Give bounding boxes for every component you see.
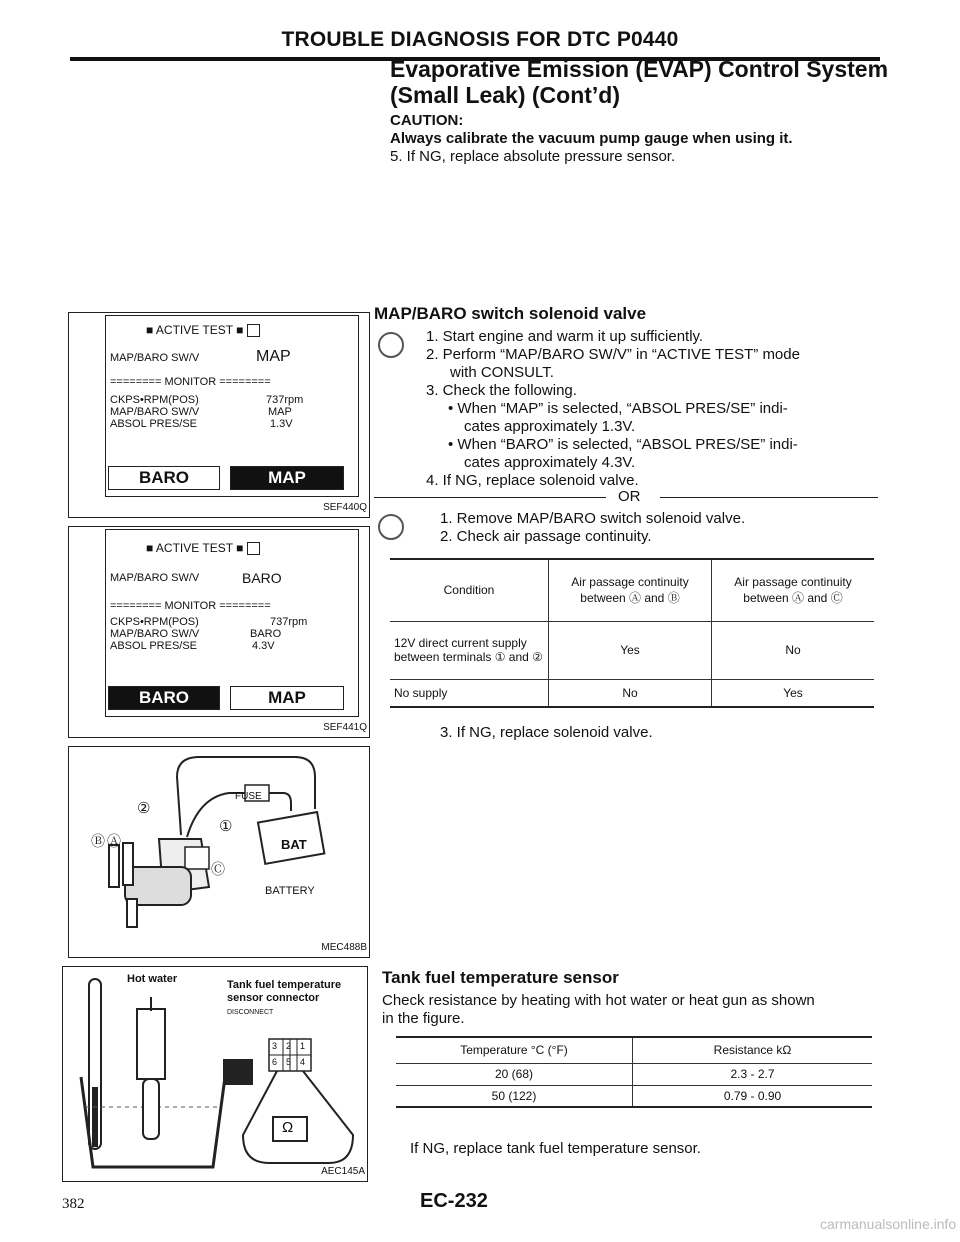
step-line: 3. Check the following.	[426, 382, 577, 399]
monitor-row: MAP/BARO SW/V	[110, 406, 200, 418]
figure-code: SEF440Q	[323, 502, 367, 513]
step-line: cates approximately 1.3V.	[464, 418, 636, 435]
solenoid-step-3: 3. If NG, replace solenoid valve.	[440, 724, 653, 741]
consult-screen	[105, 529, 359, 717]
map-button[interactable]: MAP	[230, 466, 344, 490]
table-cell: No supply	[394, 685, 448, 700]
monitor-line: ======== MONITOR ========	[110, 600, 271, 612]
table-cell: 20 (68)	[494, 1067, 534, 1081]
table-cell: 2.3 - 2.7	[633, 1063, 873, 1085]
consult-screen-baro-figure	[68, 526, 370, 738]
section-title	[390, 56, 888, 108]
monitor-row: ABSOL PRES/SE	[110, 418, 198, 430]
port-c-label: Ⓒ	[211, 861, 225, 877]
step-line: 2. Perform “MAP/BARO SW/V” in “ACTIVE TEST” mode	[426, 346, 800, 363]
monitor-line: ======== MONITOR ========	[110, 376, 271, 388]
consult-icon	[378, 332, 404, 358]
solenoid-table	[390, 558, 874, 708]
mode-label: MAP/BARO SW/V	[110, 572, 200, 584]
step-line: cates approximately 4.3V.	[464, 454, 636, 471]
table-header-row	[390, 559, 874, 621]
section-title-line1: Evaporative Emission (EVAP) Control System	[390, 56, 889, 82]
or-label: OR	[618, 488, 641, 505]
table-header: Air passage continuity between Ⓐ and Ⓒ	[712, 559, 875, 621]
solenoid-steps	[426, 328, 881, 490]
table-header-row	[396, 1037, 872, 1063]
watermark: carmanualsonline.info	[820, 1216, 957, 1232]
solenoid-wiring-figure	[68, 746, 370, 958]
table-row	[390, 679, 874, 707]
pin-number: 1	[300, 1041, 306, 1051]
tank-heading: Tank fuel temperature sensor	[382, 968, 619, 987]
terminal-2-label: ②	[137, 800, 151, 817]
table-cell: 50 (122)	[491, 1088, 537, 1103]
monitor-value: 737rpm	[266, 394, 304, 406]
connector-label: Tank fuel temperature sensor connector	[227, 979, 342, 1004]
monitor-value: 4.3V	[252, 640, 275, 652]
solenoid-heading: MAP/BARO switch solenoid valve	[374, 304, 647, 323]
monitor-value: MAP	[268, 406, 292, 418]
monitor-value: 1.3V	[270, 418, 293, 430]
pin-number: 2	[286, 1041, 292, 1051]
section-title-line2: (Small Leak) (Cont’d)	[390, 82, 621, 108]
consult-screen	[105, 315, 359, 497]
monitor-row: ABSOL PRES/SE	[110, 640, 198, 652]
tank-table	[396, 1036, 872, 1108]
table-cell: Yes	[549, 621, 712, 679]
step-line: 2. Check air passage continuity.	[440, 528, 652, 545]
page-number: 382	[62, 1196, 85, 1212]
pin-number: 3	[272, 1041, 278, 1051]
table-cell: 12V direct current supply between terminals ① and ②	[394, 636, 543, 664]
table-cell: Yes	[712, 679, 875, 707]
step-line: • When “MAP” is selected, “ABSOL PRES/SE” indi-	[448, 400, 788, 417]
table-header: Resistance kΩ	[633, 1037, 873, 1063]
active-test-header: ■ ACTIVE TEST ■	[146, 324, 260, 337]
figure-code: AEC145A	[321, 1166, 365, 1177]
battery-label: BATTERY	[265, 885, 315, 897]
tank-note: If NG, replace tank fuel temperature sensor.	[410, 1140, 701, 1157]
disconnect-label: DISCONNECT	[227, 1009, 274, 1016]
step-line: 1. Remove MAP/BARO switch solenoid valve.	[440, 510, 746, 527]
port-a-label: Ⓐ	[107, 833, 121, 849]
terminal-1-label: ①	[219, 818, 233, 835]
tank-sensor-figure	[62, 966, 368, 1182]
solenoid-steps-2	[440, 510, 745, 546]
consult-screen-map-figure	[68, 312, 370, 518]
monitor-row: CKPS•RPM(POS)	[110, 616, 199, 628]
ohm-meter-icon: Ω	[282, 1119, 294, 1136]
step-line: 4. If NG, replace solenoid valve.	[426, 472, 639, 489]
table-header: Temperature °C (°F)	[460, 1043, 568, 1058]
step-5: 5. If NG, replace absolute pressure sensor.	[390, 148, 676, 165]
step-line: 1. Start engine and warm it up sufficiently.	[426, 328, 704, 345]
port-b-label: Ⓑ	[91, 833, 105, 849]
pin-number: 5	[286, 1057, 292, 1067]
caution-label: CAUTION:	[390, 112, 464, 129]
table-row	[396, 1085, 872, 1107]
figure-code: SEF441Q	[323, 722, 367, 733]
tools-icon	[378, 514, 404, 540]
or-rule-left	[374, 497, 606, 498]
baro-button[interactable]: BARO	[108, 466, 220, 490]
table-header: Air passage continuity between Ⓐ and Ⓑ	[549, 559, 712, 621]
caution-block	[390, 112, 793, 148]
table-cell: 0.79 - 0.90	[633, 1085, 873, 1107]
figure-code: MEC488B	[321, 942, 367, 953]
bat-label: BAT	[281, 837, 307, 852]
baro-button[interactable]: BARO	[108, 686, 220, 710]
tank-text-line: in the figure.	[382, 1010, 465, 1027]
solenoid-wiring-diagram	[69, 747, 369, 957]
fuse-label: FUSE	[235, 791, 262, 802]
table-row	[390, 621, 874, 679]
table-cell: No	[549, 679, 712, 707]
map-button[interactable]: MAP	[230, 686, 344, 710]
monitor-row: CKPS•RPM(POS)	[110, 394, 199, 406]
hot-water-label: Hot water	[127, 973, 178, 985]
caution-text: Always calibrate the vacuum pump gauge when using it.	[390, 130, 793, 147]
step-line: with CONSULT.	[450, 364, 554, 381]
monitor-value: 737rpm	[270, 616, 308, 628]
mode-label: MAP/BARO SW/V	[110, 352, 200, 364]
pin-number: 6	[272, 1057, 278, 1067]
page-code: EC-232	[420, 1190, 488, 1212]
page-header: TROUBLE DIAGNOSIS FOR DTC P0440	[281, 28, 679, 51]
or-rule-right	[660, 497, 878, 498]
tank-text	[382, 992, 815, 1028]
mode-value: BARO	[242, 570, 282, 586]
active-test-header: ■ ACTIVE TEST ■	[146, 542, 260, 555]
table-header: Condition	[443, 583, 495, 598]
table-row	[396, 1063, 872, 1085]
monitor-row: MAP/BARO SW/V	[110, 628, 200, 640]
mode-value: MAP	[256, 348, 291, 365]
pin-number: 4	[300, 1057, 306, 1067]
table-cell: No	[712, 621, 875, 679]
tank-text-line: Check resistance by heating with hot water or heat gun as shown	[382, 992, 815, 1009]
monitor-value: BARO	[250, 628, 282, 640]
step-line: • When “BARO” is selected, “ABSOL PRES/SE” indi-	[448, 436, 798, 453]
